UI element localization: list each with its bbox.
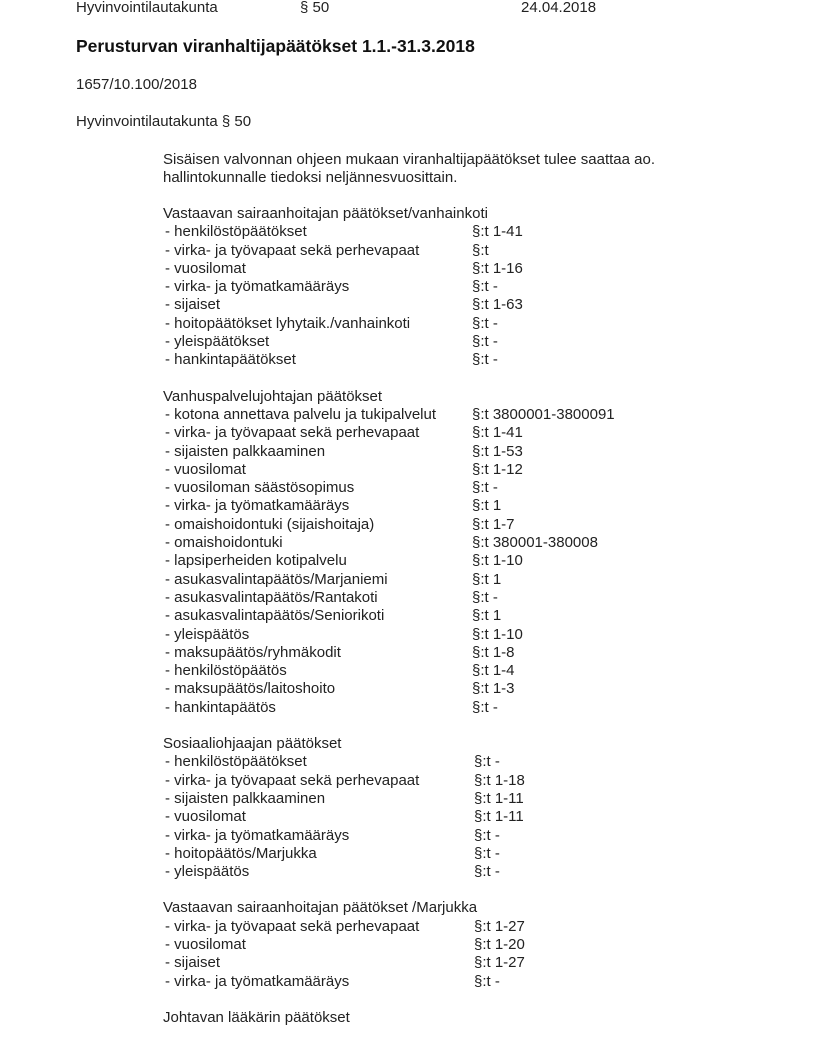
decision-row <box>163 607 783 625</box>
decision-row <box>163 827 783 845</box>
section-heading: Sosiaaliohjaajan päätökset <box>163 735 342 753</box>
decision-label: - virka- ja työmatkamääräys <box>165 972 350 990</box>
decision-label: - vuosilomat <box>165 259 246 277</box>
decision-label: - asukasvalintapäätös/Seniorikoti <box>165 607 385 625</box>
decision-paragraphs: §:t - <box>472 314 498 332</box>
decision-paragraphs: §:t 1-4 <box>472 662 515 680</box>
decision-row <box>163 973 783 991</box>
decision-row <box>163 260 783 278</box>
decision-row <box>163 680 783 698</box>
decision-paragraphs: §:t 1-41 <box>472 223 523 241</box>
decision-label: - yleispäätös <box>165 863 250 881</box>
decision-row <box>163 315 783 333</box>
decision-label: - henkilöstöpäätökset <box>165 753 307 771</box>
decision-row <box>163 571 783 589</box>
decision-paragraphs: §:t 380001-380008 <box>472 534 598 552</box>
section-heading: Johtavan lääkärin päätökset <box>163 1008 350 1026</box>
decision-label: - hankintapäätökset <box>165 351 296 369</box>
intro-paragraph: Sisäisen valvonnan ohjeen mukaan viranhaltijapäätökset tulee saattaa ao. hallintokunnalle tiedoksi neljännesvuosittain. <box>163 151 655 186</box>
decision-label: - vuosilomat <box>165 808 246 826</box>
decision-paragraphs: §:t - <box>472 698 498 716</box>
decision-label: - yleispäätös <box>165 625 250 643</box>
decision-label: - hoitopäätökset lyhytaik./vanhainkoti <box>165 314 411 332</box>
decision-paragraphs: §:t 1-63 <box>472 296 523 314</box>
decision-paragraphs: §:t 1-20 <box>474 935 525 953</box>
decision-paragraphs: §:t 1-3 <box>472 680 515 698</box>
decision-row <box>163 589 783 607</box>
decision-row <box>163 808 783 826</box>
decision-label: - asukasvalintapäätös/Marjaniemi <box>165 570 388 588</box>
decision-row <box>163 497 783 515</box>
decision-row <box>163 845 783 863</box>
decision-sections <box>163 205 783 1027</box>
decision-section <box>163 388 783 717</box>
decision-paragraphs: §:t - <box>474 826 500 844</box>
decision-row <box>163 954 783 972</box>
decision-paragraphs: §:t 1-10 <box>472 625 523 643</box>
decision-paragraphs: §:t 1-8 <box>472 643 515 661</box>
decision-row <box>163 424 783 442</box>
decision-row <box>163 534 783 552</box>
decision-paragraphs: §:t - <box>472 333 498 351</box>
document-body <box>163 151 783 1045</box>
decision-paragraphs: §:t 1 <box>472 607 502 625</box>
decision-paragraphs: §:t 1-18 <box>474 771 525 789</box>
decision-row <box>163 461 783 479</box>
decision-row <box>163 699 783 717</box>
decision-paragraphs: §:t 1-12 <box>472 460 523 478</box>
decision-label: - hankintapäätös <box>165 698 276 716</box>
decision-label: - henkilöstöpäätökset <box>165 223 307 241</box>
decision-paragraphs: §:t 1-41 <box>472 424 523 442</box>
decision-row <box>163 242 783 260</box>
decision-row <box>163 772 783 790</box>
decision-label: - maksupäätös/ryhmäkodit <box>165 643 341 661</box>
decision-section <box>163 899 783 990</box>
board-line: Hyvinvointilautakunta § 50 <box>76 113 252 130</box>
decision-row <box>163 662 783 680</box>
decision-row <box>163 644 783 662</box>
decision-label: - lapsiperheiden kotipalvelu <box>165 552 347 570</box>
decision-row <box>163 790 783 808</box>
decision-paragraphs: §:t 1 <box>472 570 502 588</box>
decision-label: - virka- ja työvapaat sekä perhevapaat <box>165 917 420 935</box>
section-heading: Vastaavan sairaanhoitajan päätökset /Marjukka <box>163 899 478 917</box>
decision-paragraphs: §:t 1-11 <box>474 789 524 807</box>
decision-paragraphs: §:t 1-10 <box>472 552 523 570</box>
decision-paragraphs: §:t <box>472 241 489 259</box>
reference-number: 1657/10.100/2018 <box>76 76 197 93</box>
decision-paragraphs: §:t 1 <box>472 497 502 515</box>
decision-paragraphs: §:t - <box>474 972 500 990</box>
decision-row <box>163 863 783 881</box>
decision-label: - vuosilomat <box>165 460 246 478</box>
document-title: Perusturvan viranhaltijapäätökset 1.1.-31.3.2018 <box>76 36 475 56</box>
decision-label: - virka- ja työmatkamääräys <box>165 826 350 844</box>
decision-label: - kotona annettava palvelu ja tukipalvelut <box>165 405 437 423</box>
decision-label: - hoitopäätös/Marjukka <box>165 844 317 862</box>
header-organization: Hyvinvointilautakunta <box>76 0 218 16</box>
decision-row <box>163 479 783 497</box>
decision-paragraphs: §:t - <box>472 588 498 606</box>
decision-section <box>163 1009 783 1027</box>
decision-row <box>163 516 783 534</box>
decision-label: - asukasvalintapäätös/Rantakoti <box>165 588 378 606</box>
decision-label: - virka- ja työvapaat sekä perhevapaat <box>165 424 420 442</box>
page-header <box>0 0 816 19</box>
decision-row <box>163 223 783 241</box>
decision-label: - virka- ja työvapaat sekä perhevapaat <box>165 241 420 259</box>
decision-row <box>163 351 783 369</box>
section-heading: Vanhuspalvelujohtajan päätökset <box>163 387 383 405</box>
decision-label: - sijaiset <box>165 296 221 314</box>
decision-paragraphs: §:t - <box>472 479 498 497</box>
decision-paragraphs: §:t 1-53 <box>472 442 523 460</box>
decision-row <box>163 406 783 424</box>
decision-paragraphs: §:t 1-27 <box>474 954 525 972</box>
decision-paragraphs: §:t 1-16 <box>472 259 523 277</box>
decision-row <box>163 443 783 461</box>
decision-paragraphs: §:t - <box>472 351 498 369</box>
decision-label: - sijaisten palkkaaminen <box>165 789 326 807</box>
decision-row <box>163 296 783 314</box>
decision-paragraphs: §:t - <box>474 844 500 862</box>
decision-paragraphs: §:t - <box>474 863 500 881</box>
decision-label: - henkilöstöpäätös <box>165 662 287 680</box>
decision-row <box>163 278 783 296</box>
decision-row <box>163 918 783 936</box>
decision-paragraphs: §:t 1-27 <box>474 917 525 935</box>
decision-row <box>163 753 783 771</box>
decision-label: - virka- ja työmatkamääräys <box>165 497 350 515</box>
decision-row <box>163 626 783 644</box>
decision-row <box>163 552 783 570</box>
decision-label: - omaishoidontuki (sijaishoitaja) <box>165 515 375 533</box>
decision-section <box>163 735 783 881</box>
section-heading: Vastaavan sairaanhoitajan päätökset/vanhainkoti <box>163 205 488 222</box>
decision-paragraphs: §:t - <box>474 753 500 771</box>
decision-paragraphs: §:t 1-7 <box>472 515 515 533</box>
decision-paragraphs: §:t 3800001-3800091 <box>472 405 615 423</box>
header-paragraph: § 50 <box>300 0 330 16</box>
decision-label: - yleispäätökset <box>165 333 270 351</box>
decision-paragraphs: §:t - <box>472 278 498 296</box>
decision-label: - omaishoidontuki <box>165 534 283 552</box>
decision-section <box>163 205 783 370</box>
decision-row <box>163 333 783 351</box>
decision-label: - vuosilomat <box>165 935 246 953</box>
decision-label: - virka- ja työmatkamääräys <box>165 278 350 296</box>
decision-label: - sijaiset <box>165 954 221 972</box>
decision-label: - maksupäätös/laitoshoito <box>165 680 336 698</box>
decision-paragraphs: §:t 1-11 <box>474 808 524 826</box>
decision-row <box>163 936 783 954</box>
decision-label: - virka- ja työvapaat sekä perhevapaat <box>165 771 420 789</box>
decision-label: - vuosiloman säästösopimus <box>165 479 355 497</box>
decision-label: - sijaisten palkkaaminen <box>165 442 326 460</box>
header-date: 24.04.2018 <box>521 0 597 16</box>
